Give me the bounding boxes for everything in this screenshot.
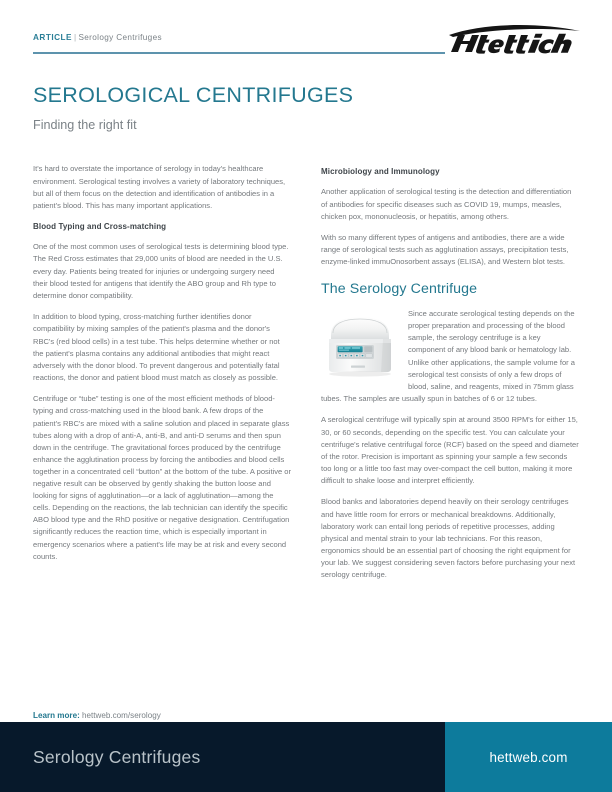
- heading-blood-typing: Blood Typing and Cross-matching: [33, 222, 167, 232]
- breadcrumb-separator: |: [73, 33, 77, 42]
- hettich-logo: [441, 22, 583, 56]
- footer-url-panel[interactable]: [445, 722, 612, 792]
- breadcrumb-kicker: ARTICLE: [33, 33, 72, 42]
- left-paragraph-1: One of the most common uses of serological tests is determining blood type. The Red Cross estimates that 29,000 units of blood are needed in the U.S. every day. Patients being treated for injuries or undergoing surgery need their blood tested for antigens that identify the ABO group and Rh type to determine donor compatibility.: [33, 242, 289, 300]
- breadcrumb-subject: Serology Centrifuges: [78, 33, 162, 42]
- article-body: [0, 132, 612, 700]
- learn-more[interactable]: [0, 700, 612, 722]
- breadcrumb: [33, 33, 162, 42]
- left-column: [33, 163, 291, 572]
- page-header: [0, 0, 612, 62]
- right-paragraph-5: Blood banks and laboratories depend heavily on their serology centrifuges and have little room for errors or mechanical breakdowns. Additionally, laboratory work can entail long periods of repetitive processes, adding physical and mental strain to your lab technicians. For this reason, ergonomics should be an essential part of choosing the right equipment for your lab. We suggest considering seven factors before purchasing your next serology centrifuge.: [321, 497, 576, 580]
- right-paragraph-1: Another application of serological testing is the detection and differentiation of antibodies for specific diseases such as COVID 19, mumps, measles, chicken pox, mononucleosis, or hepatitis, among others.: [321, 187, 572, 221]
- right-paragraph-2: With so many different types of antigens and antibodies, there are a wide range of serological tests such as agglutination assays, precipitation tests, enzyme-linked immuOnosorbent assays (ELISA), and Western blot tests.: [321, 233, 569, 267]
- title-block: [0, 62, 612, 132]
- section-title-serology-centrifuge: The Serology Centrifuge: [321, 280, 478, 297]
- right-column: [321, 163, 579, 590]
- right-paragraph-3: Since accurate serological testing depends on the proper preparation and processing of the blood sample, the serology centrifuge is a key component of any blood bank or hematology lab. Unlike other applications, the sample volume for a serological test consists of only a few drops of blood, saline, and reagents, mixed in 75mm glass tubes. The samples are usually spun in batches of 6 or 12 tubes.: [321, 309, 575, 403]
- left-paragraph-2: In addition to blood typing, cross-matching further identifies donor compatibility by mixing samples of the patient's plasma and the donor's RBC's (red blood cells) in a test tube. This helps determine whether or not the patient's plasma contains any additional antibodies that might react adversely with the donor blood. To prevent dangerous and potentially fatal reactions, the donor and patient blood must match as closely as possible.: [33, 312, 280, 382]
- learn-more-label: Learn more:: [33, 711, 80, 720]
- footer-title: Serology Centrifuges: [33, 746, 201, 767]
- centrifuge-product-image: [321, 309, 399, 383]
- right-paragraph-4: A serological centrifuge will typically spin at around 3500 RPM's for either 15, 30, or 60 seconds, depending on the specific test. You can calculate your centrifuge's relative centrifugal force (RCF) based on the speed and diameter of the rotor. Precision is important as spinning your sample a few seconds too long or a little too fast may over-compact the cell button, making it more difficult to shake loose and interpret efficiently.: [321, 415, 579, 485]
- left-paragraph-3: Centrifuge or “tube” testing is one of the most efficient methods of blood-typing and cross-matching used in the blood bank. A few drops of the patient's RBC's are mixed with a saline solution and placed in separate glass tubes along with a drop of anti-A, anti-B, and anti-D serums and then spun down in the centrifuge. The gravitational forces produced by the centrifuge enhance the agglutination process by forcing the antibodies and blood cells together in a concentrated cell “button” at the bottom of the tube. A positive or negative result can be observed by gently shaking the button loose and looking for signs of agglutination—or a lack of agglutination—among the cells. Depending on the reactions, the lab technician can identify the specific ABO blood type and the RhD positive or negative designation. Centrifugation significantly reduces the reaction time, which is especially important in emergency scenarios where a patient's life may be at risk and every second counts.: [33, 394, 292, 561]
- learn-more-url[interactable]: hettweb.com/serology: [82, 711, 161, 720]
- page-footer: [0, 722, 612, 792]
- header-rule: [33, 52, 445, 54]
- footer-left-panel: [0, 722, 445, 792]
- intro-paragraph: It's hard to overstate the importance of serology in today's healthcare environment. Serological testing involves a variety of laboratory techniques, but all of them focus on the detection and identification of antibodies in a patient's blood. This has many important applications.: [33, 164, 286, 210]
- heading-microbiology: Microbiology and Immunology: [321, 167, 440, 177]
- page-subtitle: Finding the right fit: [33, 117, 137, 132]
- page-title: SEROLOGICAL CENTRIFUGES: [33, 83, 354, 107]
- footer-url[interactable]: hettweb.com: [489, 749, 568, 765]
